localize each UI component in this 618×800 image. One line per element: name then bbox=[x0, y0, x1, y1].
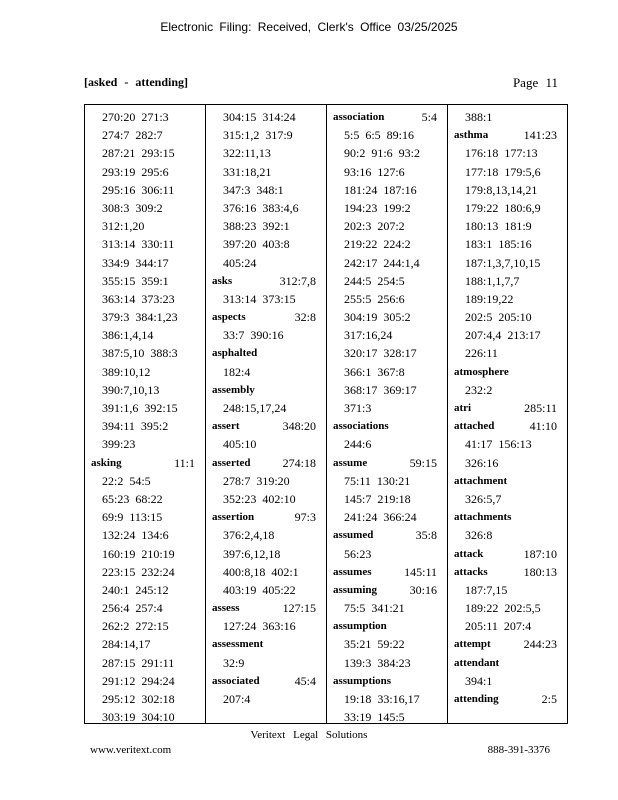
index-page-refs: 232:2 bbox=[465, 382, 493, 397]
index-page-refs: 90:2 91:6 93:2 bbox=[344, 146, 421, 161]
index-page-refs: 226:11 bbox=[465, 346, 498, 361]
index-page-refs: 394:11 395:2 bbox=[102, 419, 169, 434]
index-page-ref: 145:11 bbox=[404, 564, 437, 579]
index-headword: asks bbox=[212, 274, 233, 287]
index-page-refs: 303:19 304:10 bbox=[102, 710, 175, 725]
index-headword: assumptions bbox=[333, 674, 392, 687]
index-page-refs: 244:6 bbox=[344, 437, 372, 452]
index-page-refs: 390:7,10,13 bbox=[102, 382, 160, 397]
index-page-refs: 19:18 33:16,17 bbox=[344, 692, 420, 706]
index-page-refs: 223:15 232:24 bbox=[102, 564, 175, 579]
page-number: Page 11 bbox=[512, 75, 558, 90]
index-page-refs: 240:1 245:12 bbox=[102, 582, 169, 597]
index-page-refs: 347:3 348:1 bbox=[223, 182, 284, 197]
index-headword: attachments bbox=[454, 511, 512, 524]
index-page-refs: 287:15 291:11 bbox=[102, 655, 175, 670]
index-page-refs: 93:16 127:6 bbox=[344, 164, 405, 179]
index-page-refs: 287:21 293:15 bbox=[102, 146, 175, 161]
index-page-refs: 355:15 359:1 bbox=[102, 273, 169, 288]
index-headword: attending bbox=[454, 693, 499, 705]
index-page-refs: 284:14,17 bbox=[102, 637, 151, 652]
index-entry bbox=[327, 672, 447, 690]
index-page-refs: 397:6,12,18 bbox=[223, 546, 281, 561]
index-page-ref: 45:4 bbox=[294, 673, 316, 688]
index-page-refs: 315:1,2 317:9 bbox=[223, 128, 293, 143]
index-page-refs: 35:21 59:22 bbox=[344, 637, 405, 652]
index-headword: associated bbox=[212, 674, 260, 687]
index-entry bbox=[448, 126, 567, 144]
index-page-refs: 132:24 134:6 bbox=[102, 528, 169, 543]
index-headword: asking bbox=[91, 456, 122, 469]
index-column-3 bbox=[327, 105, 448, 723]
index-headword: association bbox=[333, 111, 385, 123]
index-headword: assert bbox=[212, 420, 240, 433]
index-page-refs: 182:4 bbox=[223, 364, 251, 379]
index-page-refs: 304:19 305:2 bbox=[344, 310, 411, 325]
index-entry bbox=[327, 454, 447, 472]
index-entry bbox=[206, 417, 326, 435]
index-headword: associations bbox=[333, 420, 389, 433]
index-headword: assembly bbox=[212, 383, 255, 396]
index-page-refs: 187:7,15 bbox=[465, 582, 508, 597]
index-page-refs: 187:1,3,7,10,15 bbox=[465, 255, 541, 270]
index-page-refs: 183:1 185:16 bbox=[465, 237, 532, 252]
index-page-refs: 334:9 344:17 bbox=[102, 255, 169, 270]
index-page-refs: 179:8,13,14,21 bbox=[465, 182, 538, 197]
index-page-refs: 75:11 130:21 bbox=[344, 473, 411, 488]
index-entry bbox=[206, 672, 326, 690]
index-page-refs: 75:5 341:21 bbox=[344, 601, 405, 616]
index-entry bbox=[448, 690, 567, 708]
index-headword: asphalted bbox=[212, 347, 258, 360]
index-page-refs: 376:2,4,18 bbox=[223, 528, 275, 543]
index-page-refs: 248:15,17,24 bbox=[223, 401, 287, 415]
index-headword: attempt bbox=[454, 638, 491, 651]
index-headword: assumed bbox=[333, 529, 374, 542]
index-page-refs: 180:13 181:9 bbox=[465, 219, 532, 234]
index-headword: atri bbox=[454, 402, 472, 414]
index-page-refs: 399:23 bbox=[102, 437, 136, 452]
index-page-refs: 388:23 392:1 bbox=[223, 219, 290, 234]
index-page-ref: 141:23 bbox=[523, 128, 557, 143]
index-entry bbox=[206, 308, 326, 326]
index-page-refs: 386:1,4,14 bbox=[102, 328, 154, 343]
index-headword: attack bbox=[454, 547, 484, 560]
index-page-refs: 391:1,6 392:15 bbox=[102, 401, 178, 415]
index-page-refs: 389:10,12 bbox=[102, 364, 151, 379]
index-page-refs: 376:16 383:4,6 bbox=[223, 200, 299, 215]
index-page-refs: 65:23 68:22 bbox=[102, 491, 163, 506]
index-entry bbox=[448, 472, 567, 490]
index-headword: assuming bbox=[333, 583, 378, 596]
index-page-refs: 397:20 403:8 bbox=[223, 237, 290, 252]
index-entry bbox=[448, 363, 567, 381]
index-page-refs: 312:1,20 bbox=[102, 219, 145, 234]
index-entry bbox=[327, 417, 447, 435]
index-page-ref: 187:10 bbox=[523, 546, 557, 561]
index-page-refs: 363:14 373:23 bbox=[102, 291, 175, 306]
word-index-table bbox=[84, 104, 568, 724]
index-headword: attendant bbox=[454, 656, 500, 669]
index-page-ref: 180:13 bbox=[523, 564, 557, 579]
index-page-ref: 285:11 bbox=[524, 401, 557, 415]
index-entry bbox=[327, 563, 447, 581]
index-page-refs: 326:16 bbox=[465, 455, 499, 470]
index-column-1 bbox=[85, 105, 206, 723]
index-page-refs: 270:20 271:3 bbox=[102, 110, 169, 124]
index-page-refs: 32:9 bbox=[223, 655, 245, 670]
index-page-refs: 295:16 306:11 bbox=[102, 182, 175, 197]
index-page-refs: 56:23 bbox=[344, 546, 372, 561]
index-page-refs: 202:3 207:2 bbox=[344, 219, 405, 234]
index-page-ref: 244:23 bbox=[523, 637, 557, 652]
index-page-refs: 405:10 bbox=[223, 437, 257, 452]
index-page-ref: 97:3 bbox=[294, 510, 316, 525]
index-page-refs: 394:1 bbox=[465, 673, 493, 688]
index-page-refs: 352:23 402:10 bbox=[223, 491, 296, 506]
index-page-refs: 189:22 202:5,5 bbox=[465, 601, 541, 616]
index-page-refs: 33:19 145:5 bbox=[344, 710, 405, 725]
index-page-refs: 179:22 180:6,9 bbox=[465, 200, 541, 215]
index-page-refs: 176:18 177:13 bbox=[465, 146, 538, 161]
index-headword: aspects bbox=[212, 311, 246, 324]
index-page-refs: 293:19 295:6 bbox=[102, 164, 169, 179]
index-headword: assumption bbox=[333, 620, 387, 633]
index-column-4 bbox=[448, 105, 567, 723]
index-page-refs: 331:18,21 bbox=[223, 164, 272, 179]
index-page-refs: 177:18 179:5,6 bbox=[465, 164, 541, 179]
index-page-ref: 312:7,8 bbox=[279, 273, 316, 288]
index-page-ref: 30:16 bbox=[409, 582, 437, 597]
index-page-refs: 313:14 373:15 bbox=[223, 291, 296, 306]
index-page-refs: 207:4,4 213:17 bbox=[465, 328, 541, 343]
index-page-refs: 403:19 405:22 bbox=[223, 582, 296, 597]
index-page-refs: 317:16,24 bbox=[344, 328, 393, 343]
index-page-refs: 145:7 219:18 bbox=[344, 491, 411, 506]
index-entry bbox=[448, 654, 567, 672]
index-page-refs: 202:5 205:10 bbox=[465, 310, 532, 325]
index-entry bbox=[448, 563, 567, 581]
index-entry bbox=[85, 454, 205, 472]
index-headword: assessment bbox=[212, 638, 264, 651]
index-page-refs: 242:17 244:1,4 bbox=[344, 255, 420, 270]
index-entry bbox=[327, 108, 447, 126]
index-entry bbox=[206, 454, 326, 472]
index-page-refs: 33:7 390:16 bbox=[223, 328, 284, 343]
index-headword: assertion bbox=[212, 511, 255, 524]
index-page-refs: 262:2 272:15 bbox=[102, 619, 169, 634]
index-column-2 bbox=[206, 105, 327, 723]
index-page-refs: 405:24 bbox=[223, 255, 257, 270]
index-page-refs: 69:9 113:15 bbox=[102, 510, 163, 525]
index-headword: assumes bbox=[333, 565, 372, 578]
index-page-ref: 127:15 bbox=[282, 601, 316, 616]
index-entry bbox=[448, 417, 567, 435]
index-page-ref: 32:8 bbox=[294, 310, 316, 325]
index-page-refs: 139:3 384:23 bbox=[344, 655, 411, 670]
index-entry bbox=[327, 581, 447, 599]
index-page-ref: 41:10 bbox=[529, 419, 557, 434]
index-headword: attachment bbox=[454, 474, 508, 487]
index-page-ref: 2:5 bbox=[541, 692, 557, 706]
index-entry bbox=[327, 617, 447, 635]
index-entry bbox=[206, 635, 326, 653]
index-page-refs: 326:8 bbox=[465, 528, 493, 543]
index-page-refs: 160:19 210:19 bbox=[102, 546, 175, 561]
index-headword: attacks bbox=[454, 565, 488, 578]
index-page-refs: 366:1 367:8 bbox=[344, 364, 405, 379]
footer-company: Veritext Legal Solutions bbox=[250, 729, 368, 741]
index-page-refs: 241:24 366:24 bbox=[344, 510, 417, 525]
index-page-ref: 5:4 bbox=[421, 110, 437, 124]
index-page-refs: 400:8,18 402:1 bbox=[223, 564, 299, 579]
index-page-refs: 278:7 319:20 bbox=[223, 473, 290, 488]
index-page-refs: 194:23 199:2 bbox=[344, 200, 411, 215]
filing-stamp: Electronic Filing: Received, Clerk's Office 03/25/2025 bbox=[160, 20, 458, 34]
index-page-ref: 274:18 bbox=[282, 455, 316, 470]
index-entry bbox=[327, 526, 447, 544]
footer-website: www.veritext.com bbox=[90, 744, 172, 756]
index-page-refs: 322:11,13 bbox=[223, 146, 271, 161]
index-entry bbox=[206, 599, 326, 617]
index-page-refs: 256:4 257:4 bbox=[102, 601, 163, 616]
index-entry bbox=[448, 508, 567, 526]
index-headword: asthma bbox=[454, 129, 489, 142]
index-entry bbox=[206, 508, 326, 526]
index-entry bbox=[448, 635, 567, 653]
index-page-refs: 189:19,22 bbox=[465, 291, 514, 306]
index-range-label: [asked - attending] bbox=[84, 75, 189, 89]
index-page-refs: 387:5,10 388:3 bbox=[102, 346, 178, 361]
index-page-refs: 5:5 6:5 89:16 bbox=[344, 128, 415, 143]
index-headword: atmosphere bbox=[454, 365, 509, 378]
index-headword: assume bbox=[333, 456, 368, 469]
index-headword: asserted bbox=[212, 456, 251, 469]
index-page-refs: 22:2 54:5 bbox=[102, 473, 151, 488]
index-page-refs: 313:14 330:11 bbox=[102, 237, 175, 252]
index-page-refs: 368:17 369:17 bbox=[344, 382, 417, 397]
index-page-refs: 207:4 bbox=[223, 692, 251, 706]
index-page-refs: 304:15 314:24 bbox=[223, 110, 296, 124]
index-entry bbox=[206, 344, 326, 362]
index-page-refs: 41:17 156:13 bbox=[465, 437, 532, 452]
index-headword: assess bbox=[212, 602, 240, 615]
index-headword: attached bbox=[454, 420, 495, 433]
index-entry bbox=[448, 399, 567, 417]
index-page-ref: 59:15 bbox=[409, 455, 437, 470]
index-page-ref: 348:20 bbox=[282, 419, 316, 434]
index-entry bbox=[206, 272, 326, 290]
index-entry bbox=[206, 381, 326, 399]
index-page-refs: 379:3 384:1,23 bbox=[102, 310, 178, 325]
index-page-refs: 371:3 bbox=[344, 401, 372, 415]
index-page-refs: 188:1,1,7,7 bbox=[465, 273, 520, 288]
index-page-refs: 127:24 363:16 bbox=[223, 619, 296, 634]
footer-phone: 888-391-3376 bbox=[487, 744, 550, 756]
index-page-refs: 320:17 328:17 bbox=[344, 346, 417, 361]
index-page-ref: 11:1 bbox=[174, 455, 195, 470]
index-page-ref: 35:8 bbox=[415, 528, 437, 543]
index-page-refs: 219:22 224:2 bbox=[344, 237, 411, 252]
index-entry bbox=[448, 545, 567, 563]
index-page-refs: 274:7 282:7 bbox=[102, 128, 163, 143]
index-page-refs: 308:3 309:2 bbox=[102, 200, 163, 215]
index-page-refs: 295:12 302:18 bbox=[102, 692, 175, 706]
index-page-refs: 255:5 256:6 bbox=[344, 291, 405, 306]
index-page-refs: 388:1 bbox=[465, 110, 493, 124]
index-page-refs: 291:12 294:24 bbox=[102, 673, 175, 688]
index-page-refs: 326:5,7 bbox=[465, 491, 502, 506]
index-page-refs: 244:5 254:5 bbox=[344, 273, 405, 288]
index-page-refs: 205:11 207:4 bbox=[465, 619, 532, 634]
index-page-refs: 181:24 187:16 bbox=[344, 182, 417, 197]
